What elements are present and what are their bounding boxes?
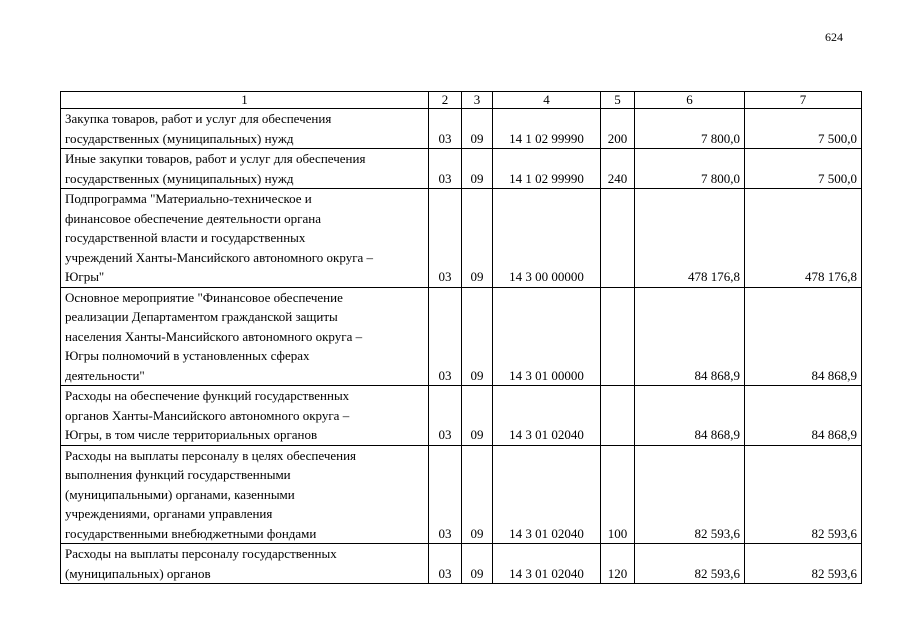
row-name-line: учреждений Ханты-Мансийского автономного округа – bbox=[65, 249, 374, 265]
column-header: 6 bbox=[635, 92, 745, 109]
table-row bbox=[61, 287, 862, 386]
amount-cell: 478 176,8 bbox=[635, 189, 745, 288]
column-header: 3 bbox=[462, 92, 493, 109]
amount-cell: 84 868,9 bbox=[635, 287, 745, 386]
amount-cell: 84 868,9 bbox=[635, 386, 745, 446]
amount-cell: 7 800,0 bbox=[635, 149, 745, 189]
row-name-line: Подпрограмма "Материально-техническое и bbox=[65, 191, 312, 206]
table-row bbox=[61, 544, 862, 584]
row-name-cell bbox=[61, 544, 429, 584]
expense-type-cell: 120 bbox=[601, 544, 635, 584]
column-header: 7 bbox=[745, 92, 862, 109]
row-name-line: Расходы на обеспечение функций государственных bbox=[65, 388, 350, 403]
subsection-code-cell: 09 bbox=[462, 445, 493, 544]
subsection-code-cell: 09 bbox=[462, 287, 493, 386]
column-header: 4 bbox=[493, 92, 601, 109]
table-row bbox=[61, 386, 862, 446]
expense-type-cell: 240 bbox=[601, 149, 635, 189]
target-article-cell: 14 1 02 99990 bbox=[493, 149, 601, 189]
row-name-line: Югры полномочий в установленных сферах bbox=[65, 348, 310, 363]
row-name-line: деятельности" bbox=[65, 367, 145, 383]
row-name-line: государственной власти и государственных bbox=[65, 230, 306, 245]
amount-cell: 84 868,9 bbox=[745, 287, 862, 386]
row-name-cell bbox=[61, 149, 429, 189]
expense-type-cell bbox=[601, 189, 635, 288]
row-name-line: Югры" bbox=[65, 269, 105, 284]
expense-type-cell bbox=[601, 287, 635, 386]
target-article-cell: 14 3 01 02040 bbox=[493, 544, 601, 584]
row-name-line: (муниципальными) органами, казенными bbox=[65, 486, 295, 502]
row-name-line: финансовое обеспечение деятельности органа bbox=[65, 210, 322, 226]
row-name-cell bbox=[61, 386, 429, 446]
target-article-cell: 14 3 01 02040 bbox=[493, 445, 601, 544]
table-row bbox=[61, 149, 862, 189]
amount-cell: 82 593,6 bbox=[745, 544, 862, 584]
section-code-cell: 03 bbox=[429, 544, 462, 584]
table-row bbox=[61, 109, 862, 149]
column-header: 1 bbox=[61, 92, 429, 109]
amount-cell: 478 176,8 bbox=[745, 189, 862, 288]
subsection-code-cell: 09 bbox=[462, 189, 493, 288]
target-article-cell: 14 3 01 00000 bbox=[493, 287, 601, 386]
section-code-cell: 03 bbox=[429, 109, 462, 149]
target-article-cell: 14 1 02 99990 bbox=[493, 109, 601, 149]
row-name-line: населения Ханты-Мансийского автономного округа – bbox=[65, 328, 363, 344]
row-name-cell bbox=[61, 445, 429, 544]
row-name-line: Югры, в том числе территориальных органов bbox=[65, 427, 318, 442]
budget-table bbox=[60, 91, 862, 584]
row-name-line: реализации Департаментом гражданской защиты bbox=[65, 309, 338, 324]
expense-type-cell bbox=[601, 386, 635, 446]
section-code-cell: 03 bbox=[429, 189, 462, 288]
amount-cell: 82 593,6 bbox=[635, 445, 745, 544]
section-code-cell: 03 bbox=[429, 445, 462, 544]
row-name-line: государственных (муниципальных) нужд bbox=[65, 170, 294, 186]
row-name-cell bbox=[61, 287, 429, 386]
expense-type-cell: 200 bbox=[601, 109, 635, 149]
target-article-cell: 14 3 00 00000 bbox=[493, 189, 601, 288]
page-number: 624 bbox=[825, 30, 843, 44]
amount-cell: 7 800,0 bbox=[635, 109, 745, 149]
amount-cell: 84 868,9 bbox=[745, 386, 862, 446]
row-name-line: (муниципальных) органов bbox=[65, 565, 211, 581]
row-name-line: выполнения функций государственными bbox=[65, 467, 291, 482]
column-header: 2 bbox=[429, 92, 462, 109]
amount-cell: 7 500,0 bbox=[745, 149, 862, 189]
row-name-line: органов Ханты-Мансийского автономного округа – bbox=[65, 407, 350, 423]
row-name-cell bbox=[61, 189, 429, 288]
subsection-code-cell: 09 bbox=[462, 149, 493, 189]
amount-cell: 82 593,6 bbox=[635, 544, 745, 584]
section-code-cell: 03 bbox=[429, 287, 462, 386]
row-name-line: учреждениями, органами управления bbox=[65, 506, 273, 521]
amount-cell: 82 593,6 bbox=[745, 445, 862, 544]
row-name-line: Расходы на выплаты персоналу в целях обеспечения bbox=[65, 447, 357, 463]
column-header: 5 bbox=[601, 92, 635, 109]
row-name-line: государственными внебюджетными фондами bbox=[65, 525, 317, 541]
table-row bbox=[61, 445, 862, 544]
expense-type-cell: 100 bbox=[601, 445, 635, 544]
section-code-cell: 03 bbox=[429, 386, 462, 446]
target-article-cell: 14 3 01 02040 bbox=[493, 386, 601, 446]
amount-cell: 7 500,0 bbox=[745, 109, 862, 149]
row-name-cell bbox=[61, 109, 429, 149]
column-number-row bbox=[61, 92, 862, 109]
table-row bbox=[61, 189, 862, 288]
row-name-line: Расходы на выплаты персоналу государственных bbox=[65, 546, 337, 561]
row-name-line: Закупка товаров, работ и услуг для обеспечения bbox=[65, 111, 332, 126]
row-name-line: государственных (муниципальных) нужд bbox=[65, 130, 294, 146]
subsection-code-cell: 09 bbox=[462, 386, 493, 446]
row-name-line: Иные закупки товаров, работ и услуг для обеспечения bbox=[65, 151, 366, 166]
section-code-cell: 03 bbox=[429, 149, 462, 189]
subsection-code-cell: 09 bbox=[462, 109, 493, 149]
row-name-line: Основное мероприятие "Финансовое обеспечение bbox=[65, 289, 343, 305]
subsection-code-cell: 09 bbox=[462, 544, 493, 584]
